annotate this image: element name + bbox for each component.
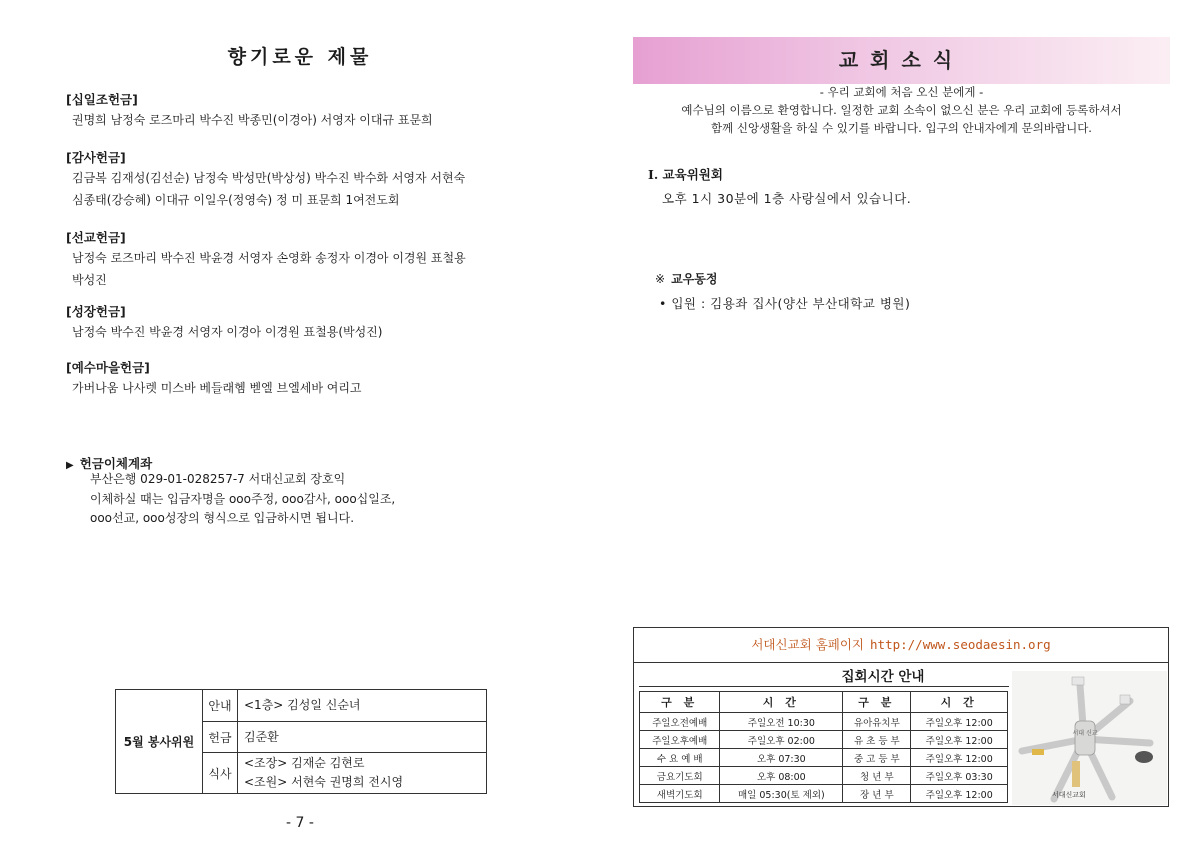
- schedule-cell: 주일오후예배: [640, 731, 720, 749]
- table-row: [640, 749, 1008, 767]
- offering-heading: [선교헌금]: [66, 230, 126, 245]
- table-row: [640, 785, 1008, 803]
- column-header: 시 간: [720, 692, 843, 713]
- homepage-line: [633, 627, 1169, 663]
- member-news-heading-text: 교우동정: [671, 272, 718, 286]
- volunteer-names: <1층> 김성일 신순녀: [238, 690, 487, 722]
- schedule-cell: 유 초 등 부: [843, 731, 911, 749]
- bank-transfer-details: 부산은행 029-01-028257-7 서대신교회 장호익 이체하실 때는 입금자명을 ooo주정, ooo감사, ooo십일조, ooo선교, ooo성장의 형식으로 입금하시면 됩니다.: [90, 472, 396, 525]
- volunteer-role: 식사: [203, 753, 238, 794]
- offering-names: 남정숙 박수진 박윤경 서영자 이경아 이경원 표철용(박성진): [72, 325, 383, 339]
- offering-names: 가버나움 나사렛 미스바 베들래헴 벧엘 브엘세바 여리고: [72, 381, 362, 395]
- map-center-label: 서대 신교: [1072, 730, 1098, 737]
- offering-heading: [감사헌금]: [66, 150, 126, 165]
- offering-names: 남정숙 로즈마리 박수진 박윤경 서영자 손영화 송정자 이경아 이경원 표철용 박성진: [72, 251, 466, 287]
- table-row: [640, 731, 1008, 749]
- volunteer-role: 헌금: [203, 722, 238, 753]
- offering-section-growth: [66, 303, 546, 343]
- column-header: 구 분: [843, 692, 911, 713]
- volunteer-row: [116, 690, 487, 722]
- offering-heading: [성장헌금]: [66, 304, 126, 319]
- schedule-cell: 유아유치부: [843, 713, 911, 731]
- volunteers-label: 5월 봉사위원: [116, 690, 203, 794]
- page-title: 향기로운 제물: [227, 46, 373, 68]
- homepage-link[interactable]: http://www.seodaesin.org: [870, 637, 1051, 652]
- schedule-cell: 장 년 부: [843, 785, 911, 803]
- schedule-cell: 수 요 예 배: [640, 749, 720, 767]
- schedule-cell: 매일 05:30(토 제외): [720, 785, 843, 803]
- reference-mark-icon: ※: [655, 272, 666, 286]
- triangle-marker-icon: ▶: [66, 460, 74, 471]
- education-committee-heading: Ⅰ. 교육위원회: [648, 167, 723, 182]
- column-header: 구 분: [640, 692, 720, 713]
- schedule-cell: 새벽기도회: [640, 785, 720, 803]
- homepage-label: 서대신교회 홈페이지: [751, 637, 865, 652]
- welcome-subtitle: - 우리 교회에 처음 오신 분에게 -: [819, 85, 984, 99]
- offering-section-tithe: [66, 91, 546, 131]
- offering-heading: [예수마을헌금]: [66, 360, 150, 375]
- schedule-cell: 주일오전 10:30: [720, 713, 843, 731]
- volunteer-names: 김준환: [238, 722, 487, 753]
- schedule-cell: 주일오후 12:00: [911, 731, 1008, 749]
- location-map: [1012, 671, 1167, 805]
- schedule-cell: 중 고 등 부: [843, 749, 911, 767]
- member-news-heading: [655, 270, 717, 287]
- member-news-item: • 입원 : 김용좌 집사(양산 부산대학교 병원): [659, 296, 911, 311]
- education-committee-body: 오후 1시 30분에 1층 사랑실에서 있습니다.: [662, 191, 912, 206]
- volunteer-role: 안내: [203, 690, 238, 722]
- schedule-header-row: [640, 692, 1008, 713]
- offering-section-thanks: [66, 149, 546, 211]
- schedule-cell: 주일오후 12:00: [911, 749, 1008, 767]
- schedule-cell: 오후 07:30: [720, 749, 843, 767]
- table-row: [640, 767, 1008, 785]
- schedule-cell: 오후 08:00: [720, 767, 843, 785]
- news-banner-title: 교회소식: [838, 48, 965, 72]
- schedule-cell: 청 년 부: [843, 767, 911, 785]
- offering-names: 권명희 남정숙 로즈마리 박수진 박종민(이경아) 서영자 이대규 표문희: [72, 113, 433, 127]
- offering-section-mission: [66, 229, 546, 291]
- schedule-cell: 주일오후 02:00: [720, 731, 843, 749]
- schedule-cell: 금요기도회: [640, 767, 720, 785]
- bank-heading-text: 헌금이체계좌: [79, 456, 153, 471]
- page-number: - 7 -: [286, 815, 314, 831]
- schedule-cell: 주일오전예배: [640, 713, 720, 731]
- table-row: [640, 713, 1008, 731]
- offering-names: 김금복 김재성(김선순) 남정숙 박성만(박상성) 박수진 박수화 서영자 서현숙 심종태(강승혜) 이대규 이일우(정영숙) 정 미 표문희 1여전도회: [72, 171, 466, 207]
- schedule-cell: 주일오후 12:00: [911, 785, 1008, 803]
- divider: [639, 686, 1009, 687]
- volunteer-names: <조장> 김재순 김현로 <조원> 서현숙 권명희 전시영: [238, 753, 487, 794]
- welcome-message: 예수님의 이름으로 환영합니다. 일정한 교회 소속이 없으신 분은 우리 교회에 등록하셔서 함께 신앙생활을 하실 수 있기를 바랍니다. 입구의 안내자에게 문의바랍니다.: [681, 103, 1122, 135]
- volunteers-table: [115, 689, 487, 794]
- offering-section-village: [66, 359, 546, 399]
- schedule-cell: 주일오후 12:00: [911, 713, 1008, 731]
- column-header: 시 간: [911, 692, 1008, 713]
- schedule-title: 집회시간 안내: [841, 669, 925, 685]
- offering-heading: [십일조헌금]: [66, 92, 138, 107]
- map-church-label: 서대신교회: [1052, 791, 1086, 799]
- schedule-cell: 주일오후 03:30: [911, 767, 1008, 785]
- schedule-table: [639, 691, 1008, 803]
